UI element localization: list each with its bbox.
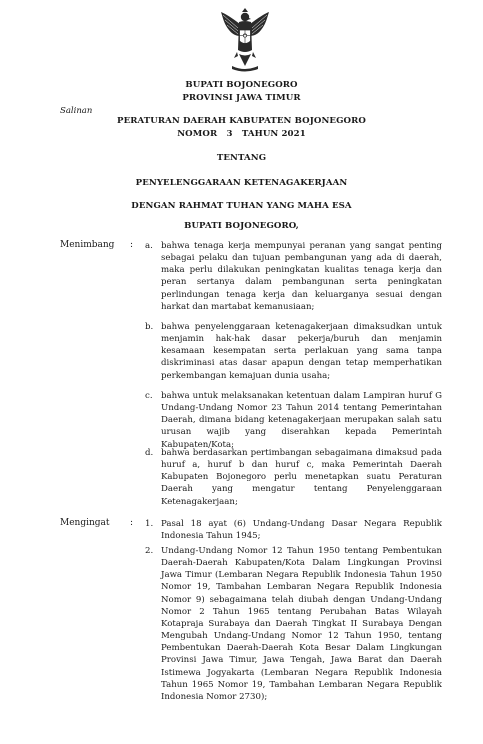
- mengingat-marker-1: 1.: [145, 519, 154, 529]
- about-heading: TENTANG: [216, 153, 267, 163]
- garuda-emblem-icon: [220, 8, 270, 74]
- subject-heading: PENYELENGGARAAN KETENAGAKERJAAN: [135, 178, 348, 188]
- menimbang-marker-d: d.: [145, 448, 154, 458]
- regulation-title-line-2: NOMOR 3 TAHUN 2021: [177, 129, 306, 139]
- header-line-2: PROVINSI JAWA TIMUR: [182, 93, 301, 103]
- menimbang-marker-b: b.: [145, 322, 154, 332]
- preamble-heading: DENGAN RAHMAT TUHAN YANG MAHA ESA: [131, 201, 352, 211]
- menimbang-colon: :: [130, 240, 134, 250]
- regulation-title-line-1: PERATURAN DAERAH KABUPATEN BOJONEGORO: [117, 116, 366, 126]
- menimbang-item-b: bahwa penyelenggaraan ketenagakerjaan dimaksudkan untuk menjamin hak-hak dasar pekerja/buruh dan menjamin kesamaan kesempatan serta perlakuan yang sama tanpa diskriminasi atas dasar apapun dengan tetap memperhatikan perkembangan kemajuan dunia usaha;: [161, 322, 442, 381]
- header-line-1: BUPATI BOJONEGORO: [185, 80, 298, 90]
- mengingat-marker-2: 2.: [145, 546, 154, 556]
- menimbang-marker-a: a.: [145, 241, 153, 251]
- mengingat-label: Mengingat: [60, 518, 110, 528]
- copy-label: Salinan: [60, 106, 93, 116]
- menimbang-item-d: bahwa berdasarkan pertimbangan sebagaimana dimaksud pada huruf a, huruf b dan huruf c, maka Pemerintah Daerah Kabupaten Bojonegoro perlu menetapkan suatu Peraturan Daerah yang mengatur tentang Penyelenggaraan Ketenagakerjaan;: [161, 448, 442, 507]
- mengingat-item-2: Undang-Undang Nomor 12 Tahun 1950 tentang Pembentukan Daerah-Daerah Kabupaten/Kota Dalam Lingkungan Provinsi Jawa Timur (Lembaran Negara Republik Indonesia Tahun 1950 Nomor 19, Tambahan Lembaran Negara Republik Indonesia Nomor 9) sebagaimana telah diubah dengan Undang-Undang Nomor 2 Tahun 1965 tentang Perubahan Batas Wilayah Kotapraja Surabaya dan Daerah Tingkat II Surabaya Dengan Mengubah Undang-Undang Nomor 12 Tahun 1950, tentang Pembentukan Daerah-Daerah Kota Besar Dalam Lingkungan Provinsi Jawa Timur, Jawa Tengah, Jawa Barat dan Daerah Istimewa Jogyakarta (Lembaran Negara Republik Indonesia Tahun 1965 Nomor 19, Tambahan Lembaran Negara Republik Indonesia Nomor 2730);: [161, 546, 442, 702]
- menimbang-label: Menimbang: [60, 240, 115, 250]
- authority-heading: BUPATI BOJONEGORO,: [184, 221, 299, 231]
- menimbang-item-c: bahwa untuk melaksanakan ketentuan dalam Lampiran huruf G Undang-Undang Nomor 23 Tahun 2014 tentang Pemerintahan Daerah, dimana bidang ketenagakerjaan merupakan salah satu urusan wajib yang diserahkan kepada Pemerintah Kabupaten/Kota;: [161, 391, 442, 450]
- menimbang-item-a: bahwa tenaga kerja mempunyai peranan yang sangat penting sebagai pelaku dan tujuan pembangunan yang ada di daerah, maka perlu dilakukan peningkatan kualitas tenaga kerja dan peran sertanya dalam pembangunan serta peningkatan perlindungan tenaga kerja dan keluarganya sesuai dengan harkat dan martabat kemanusiaan;: [161, 241, 442, 312]
- mengingat-item-1: Pasal 18 ayat (6) Undang-Undang Dasar Negara Republik Indonesia Tahun 1945;: [161, 519, 442, 542]
- mengingat-colon: :: [130, 518, 134, 528]
- menimbang-marker-c: c.: [145, 391, 153, 401]
